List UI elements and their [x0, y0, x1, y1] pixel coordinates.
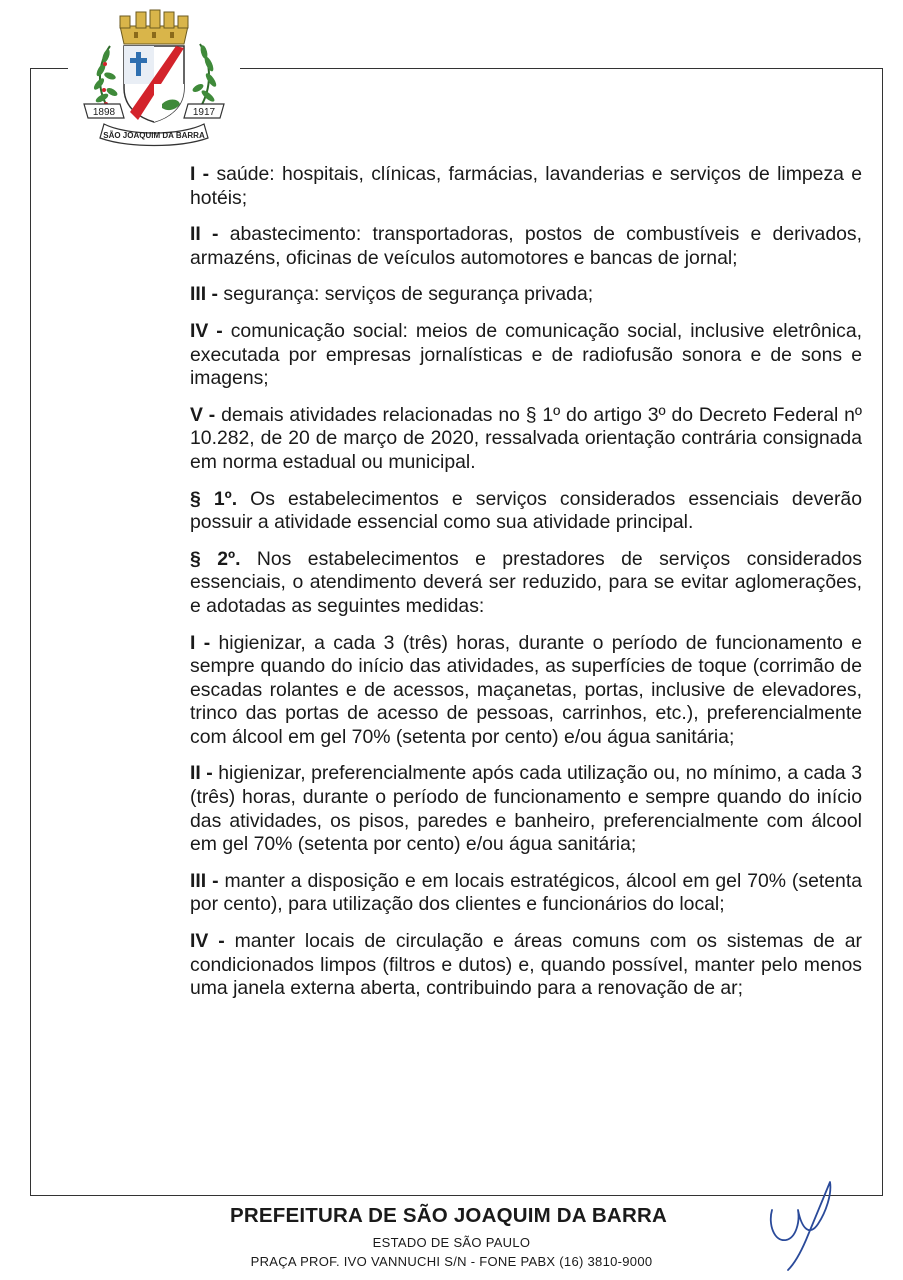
paragraph-lead: III - — [190, 869, 219, 892]
paragraph-text: Os estabelecimentos e serviços considerados essenciais deverão possuir a atividade essencial como sua atividade principal. — [190, 487, 862, 534]
footer-address: PRAÇA PROF. IVO VANNUCHI S/N - FONE PABX (16) 3810-9000 — [250, 1254, 653, 1269]
paragraph-lead: V - — [190, 403, 216, 426]
paragraph-text: abastecimento: transportadoras, postos de combustíveis e derivados, armazéns, oficinas de veículos automotores e bancas de jornal; — [190, 223, 862, 269]
paragraph-lead: II - — [190, 762, 213, 785]
paragraph — [190, 320, 862, 391]
paragraph — [190, 930, 862, 1001]
paragraph — [190, 870, 862, 917]
paragraph — [190, 163, 862, 210]
handwritten-signature — [760, 1176, 850, 1272]
footer-state: ESTADO DE SÃO PAULO — [372, 1235, 531, 1250]
paragraph-text: manter a disposição e em locais estratégicos, álcool em gel 70% (setenta por cento), para utilização dos clientes e funcionários do local; — [190, 869, 862, 916]
paragraph-lead: IV - — [190, 319, 223, 342]
paragraph-lead: § 2º. — [190, 547, 241, 570]
paragraph-lead: I - — [190, 631, 211, 654]
paragraph — [190, 283, 862, 307]
paragraph-text: comunicação social: meios de comunicação social, inclusive eletrônica, executada por empresas jornalísticas e de radiofusão sonora e de sons e imagens; — [190, 319, 862, 390]
paragraph-text: saúde: hospitais, clínicas, farmácias, lavanderias e serviços de limpeza e hotéis; — [190, 163, 863, 209]
paragraph-text: higienizar, a cada 3 (três) horas, durante o período de funcionamento e sempre quando do início das atividades, as superfícies de toque (corrimão de escadas rolantes e de acessos, maçanetas, portas, inclusive de elevadores, trinco das portas de acesso de pessoas, carrinhos, etc.), preferencialmente com álcool em gel 70% (setenta por cento) e/ou água sanitária; — [190, 631, 862, 748]
paragraph-lead: § 1º. — [190, 487, 238, 510]
paragraph — [190, 223, 862, 270]
crest-year-right: 1917 — [192, 107, 216, 118]
paragraph-text: higienizar, preferencialmente após cada utilização ou, no mínimo, a cada 3 (três) horas, durante o período de funcionamento e sempre quando do início das atividades, os pisos, paredes e banheiro, preferencialmente com álcool em gel 70% (setenta por cento) e/ou água sanitária; — [190, 762, 862, 856]
paragraph — [190, 404, 862, 475]
footer-title: PREFEITURA DE SÃO JOAQUIM DA BARRA — [230, 1204, 667, 1227]
crest-year-left: 1898 — [92, 107, 116, 118]
paragraph-text: segurança: serviços de segurança privada; — [218, 283, 594, 306]
municipal-coat-of-arms — [68, 8, 240, 148]
paragraph-text: manter locais de circulação e áreas comuns com os sistemas de ar condicionados limpos (filtros e dutos) e, quando possível, manter pelo menos uma janela externa aberta, contribuindo para a renovação de ar; — [190, 930, 862, 1000]
paragraph-lead: IV - — [190, 930, 225, 953]
paragraph — [190, 632, 862, 750]
paragraph-text: Nos estabelecimentos e prestadores de serviços considerados essenciais, o atendimento deverá ser reduzido, para se evitar aglomerações, e adotadas as seguintes medidas: — [190, 547, 862, 617]
paragraph-lead: I - — [190, 163, 210, 185]
paragraph-lead: III - — [190, 283, 219, 306]
paragraph-lead: II - — [190, 223, 219, 246]
coat-of-arms-icon — [68, 8, 240, 148]
decree-body — [190, 163, 862, 1014]
crest-banner-text: SÃO JOAQUIM DA BARRA — [103, 131, 205, 140]
paragraph — [190, 762, 862, 856]
paragraph — [190, 488, 862, 535]
paragraph — [190, 548, 862, 619]
paragraph-text: demais atividades relacionadas no § 1º do artigo 3º do Decreto Federal nº 10.282, de 20 de março de 2020, ressalvada orientação contrária consignada em norma estadual ou municipal. — [190, 403, 863, 473]
